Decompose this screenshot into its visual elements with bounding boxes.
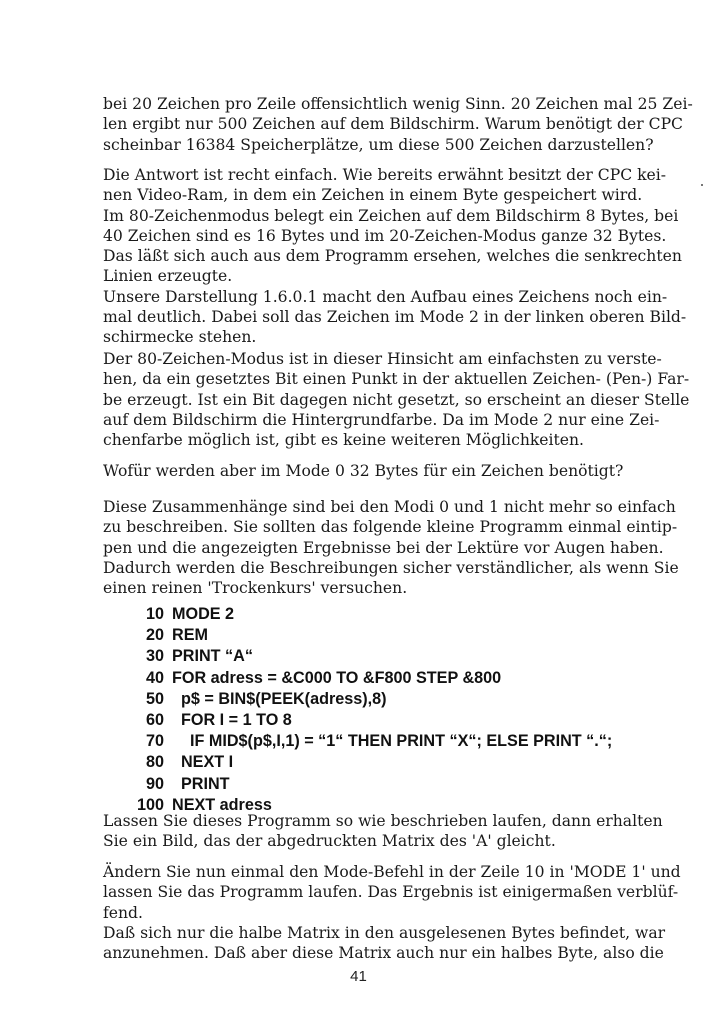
- text-line: Das läßt sich auch aus dem Programm ersehen, welches die senkrechten: [103, 247, 682, 266]
- text-line: Im 80-Zeichenmodus belegt ein Zeichen auf dem Bildschirm 8 Bytes, bei: [103, 206, 679, 225]
- code-line: [130, 710, 612, 731]
- code-line: [130, 752, 612, 773]
- text-line: nen Video-Ram, in dem ein Zeichen in einem Byte gespeichert wird.: [103, 186, 643, 205]
- text-line: fend.: [103, 903, 143, 922]
- code-line-number: 60: [145, 710, 164, 729]
- text-line: bei 20 Zeichen pro Zeile offensichtlich wenig Sinn. 20 Zeichen mal 25 Zei-: [103, 95, 693, 113]
- text-line: mal deutlich. Dabei soll das Zeichen im Mode 2 in der linken oberen Bild-: [103, 308, 687, 327]
- code-line-number: 50: [145, 689, 164, 708]
- text-line: schirmecke stehen.: [103, 328, 257, 347]
- text-line: Sie ein Bild, das der abgedruckten Matrix des 'A' gleicht.: [103, 832, 556, 851]
- paragraph-80-zeichen: [103, 349, 690, 450]
- code-line: [130, 646, 612, 667]
- code-line-number: 20: [145, 626, 164, 645]
- code-statement: NEXT adress: [172, 795, 272, 814]
- code-statement: NEXT I: [172, 753, 234, 772]
- text-line: Unsere Darstellung 1.6.0.1 macht den Aufbau eines Zeichens noch ein-: [103, 287, 668, 306]
- text-line: hen, da ein gesetztes Bit einen Punkt in der aktuellen Zeichen- (Pen-) Far-: [103, 370, 690, 389]
- code-statement: PRINT “A“: [172, 647, 253, 666]
- code-line-number: 100: [136, 795, 164, 814]
- text-line: pen und die angezeigten Ergebnisse bei der Lektüre vor Augen haben.: [103, 538, 664, 557]
- text-line: einen reinen 'Trockenkurs' versuchen.: [103, 579, 408, 598]
- code-line-number: 90: [145, 774, 164, 793]
- code-statement: FOR I = 1 TO 8: [172, 710, 292, 729]
- text-line: be erzeugt. Ist ein Bit dagegen nicht gesetzt, so erscheint an dieser Stelle: [103, 390, 690, 409]
- paragraph-answer: [103, 165, 687, 348]
- text-line: Linien erzeugte.: [103, 267, 233, 286]
- text-line: auf dem Bildschirm die Hintergrundfarbe. Da im Mode 2 nur eine Zei-: [103, 410, 660, 429]
- code-statement: PRINT: [172, 774, 230, 793]
- text-line: Lassen Sie dieses Programm so wie beschrieben laufen, dann erhalten: [103, 812, 663, 830]
- basic-program-listing: [130, 604, 612, 816]
- text-line: zu beschreiben. Sie sollten das folgende kleine Programm einmal eintip-: [103, 518, 678, 537]
- scan-speck: [701, 184, 703, 186]
- text-line: Dadurch werden die Beschreibungen sicher verständlicher, als wenn Sie: [103, 558, 679, 577]
- code-line: [130, 604, 612, 625]
- text-line: 40 Zeichen sind es 16 Bytes und im 20-Zeichen-Modus ganze 32 Bytes.: [103, 226, 667, 245]
- code-line: [130, 689, 612, 710]
- text-line: Diese Zusammenhänge sind bei den Modi 0 und 1 nicht mehr so einfach: [103, 498, 676, 516]
- code-line: [130, 774, 612, 795]
- text-line: chenfarbe möglich ist, gibt es keine weiteren Möglichkeiten.: [103, 431, 585, 450]
- code-statement: FOR adress = &C000 TO &F800 STEP &800: [172, 668, 502, 687]
- code-line-number: 40: [145, 668, 164, 687]
- page-number: 41: [350, 968, 367, 985]
- text-line: Daß sich nur die halbe Matrix in den ausgelesenen Bytes befindet, war: [103, 923, 666, 942]
- code-line-number: 70: [145, 732, 164, 751]
- code-line-number: 10: [145, 605, 164, 623]
- code-line: [130, 668, 612, 689]
- text-line: anzunehmen. Daß aber diese Matrix auch nur ein halbes Byte, also die: [103, 944, 664, 963]
- text-line: Der 80-Zeichen-Modus ist in dieser Hinsicht am einfachsten zu verste-: [103, 350, 662, 368]
- code-statement: p$ = BIN$(PEEK(adress),8): [172, 689, 387, 708]
- text-line: Ändern Sie nun einmal den Mode-Befehl in der Zeile 10 in 'MODE 1' und: [103, 863, 681, 881]
- text-line: len ergibt nur 500 Zeichen auf dem Bildschirm. Warum benötigt der CPC: [103, 115, 683, 134]
- code-statement: REM: [172, 626, 208, 645]
- text-line: Wofür werden aber im Mode 0 32 Bytes für ein Zeichen benötigt?: [103, 462, 624, 480]
- paragraph-intro: [103, 94, 693, 155]
- paragraph-question: [103, 461, 656, 481]
- text-line: Die Antwort ist recht einfach. Wie bereits erwähnt besitzt der CPC kei-: [103, 166, 667, 184]
- paragraph-lassen-sie: [103, 811, 663, 852]
- text-line: scheinbar 16384 Speicherplätze, um diese 500 Zeichen darzustellen?: [103, 135, 654, 154]
- code-statement: MODE 2: [172, 605, 235, 623]
- code-line-number: 30: [145, 647, 164, 666]
- code-statement: IF MID$(p$,I,1) = “1“ THEN PRINT “X“; ELSE PRINT “.“;: [172, 732, 613, 751]
- paragraph-zusammenhaenge: [103, 497, 679, 598]
- code-line-number: 80: [145, 753, 164, 772]
- paragraph-aendern-sie: [103, 862, 681, 963]
- code-line: [130, 625, 612, 646]
- text-line: lassen Sie das Programm laufen. Das Ergebnis ist einigermaßen verblüf-: [103, 883, 679, 902]
- code-line: [130, 731, 612, 752]
